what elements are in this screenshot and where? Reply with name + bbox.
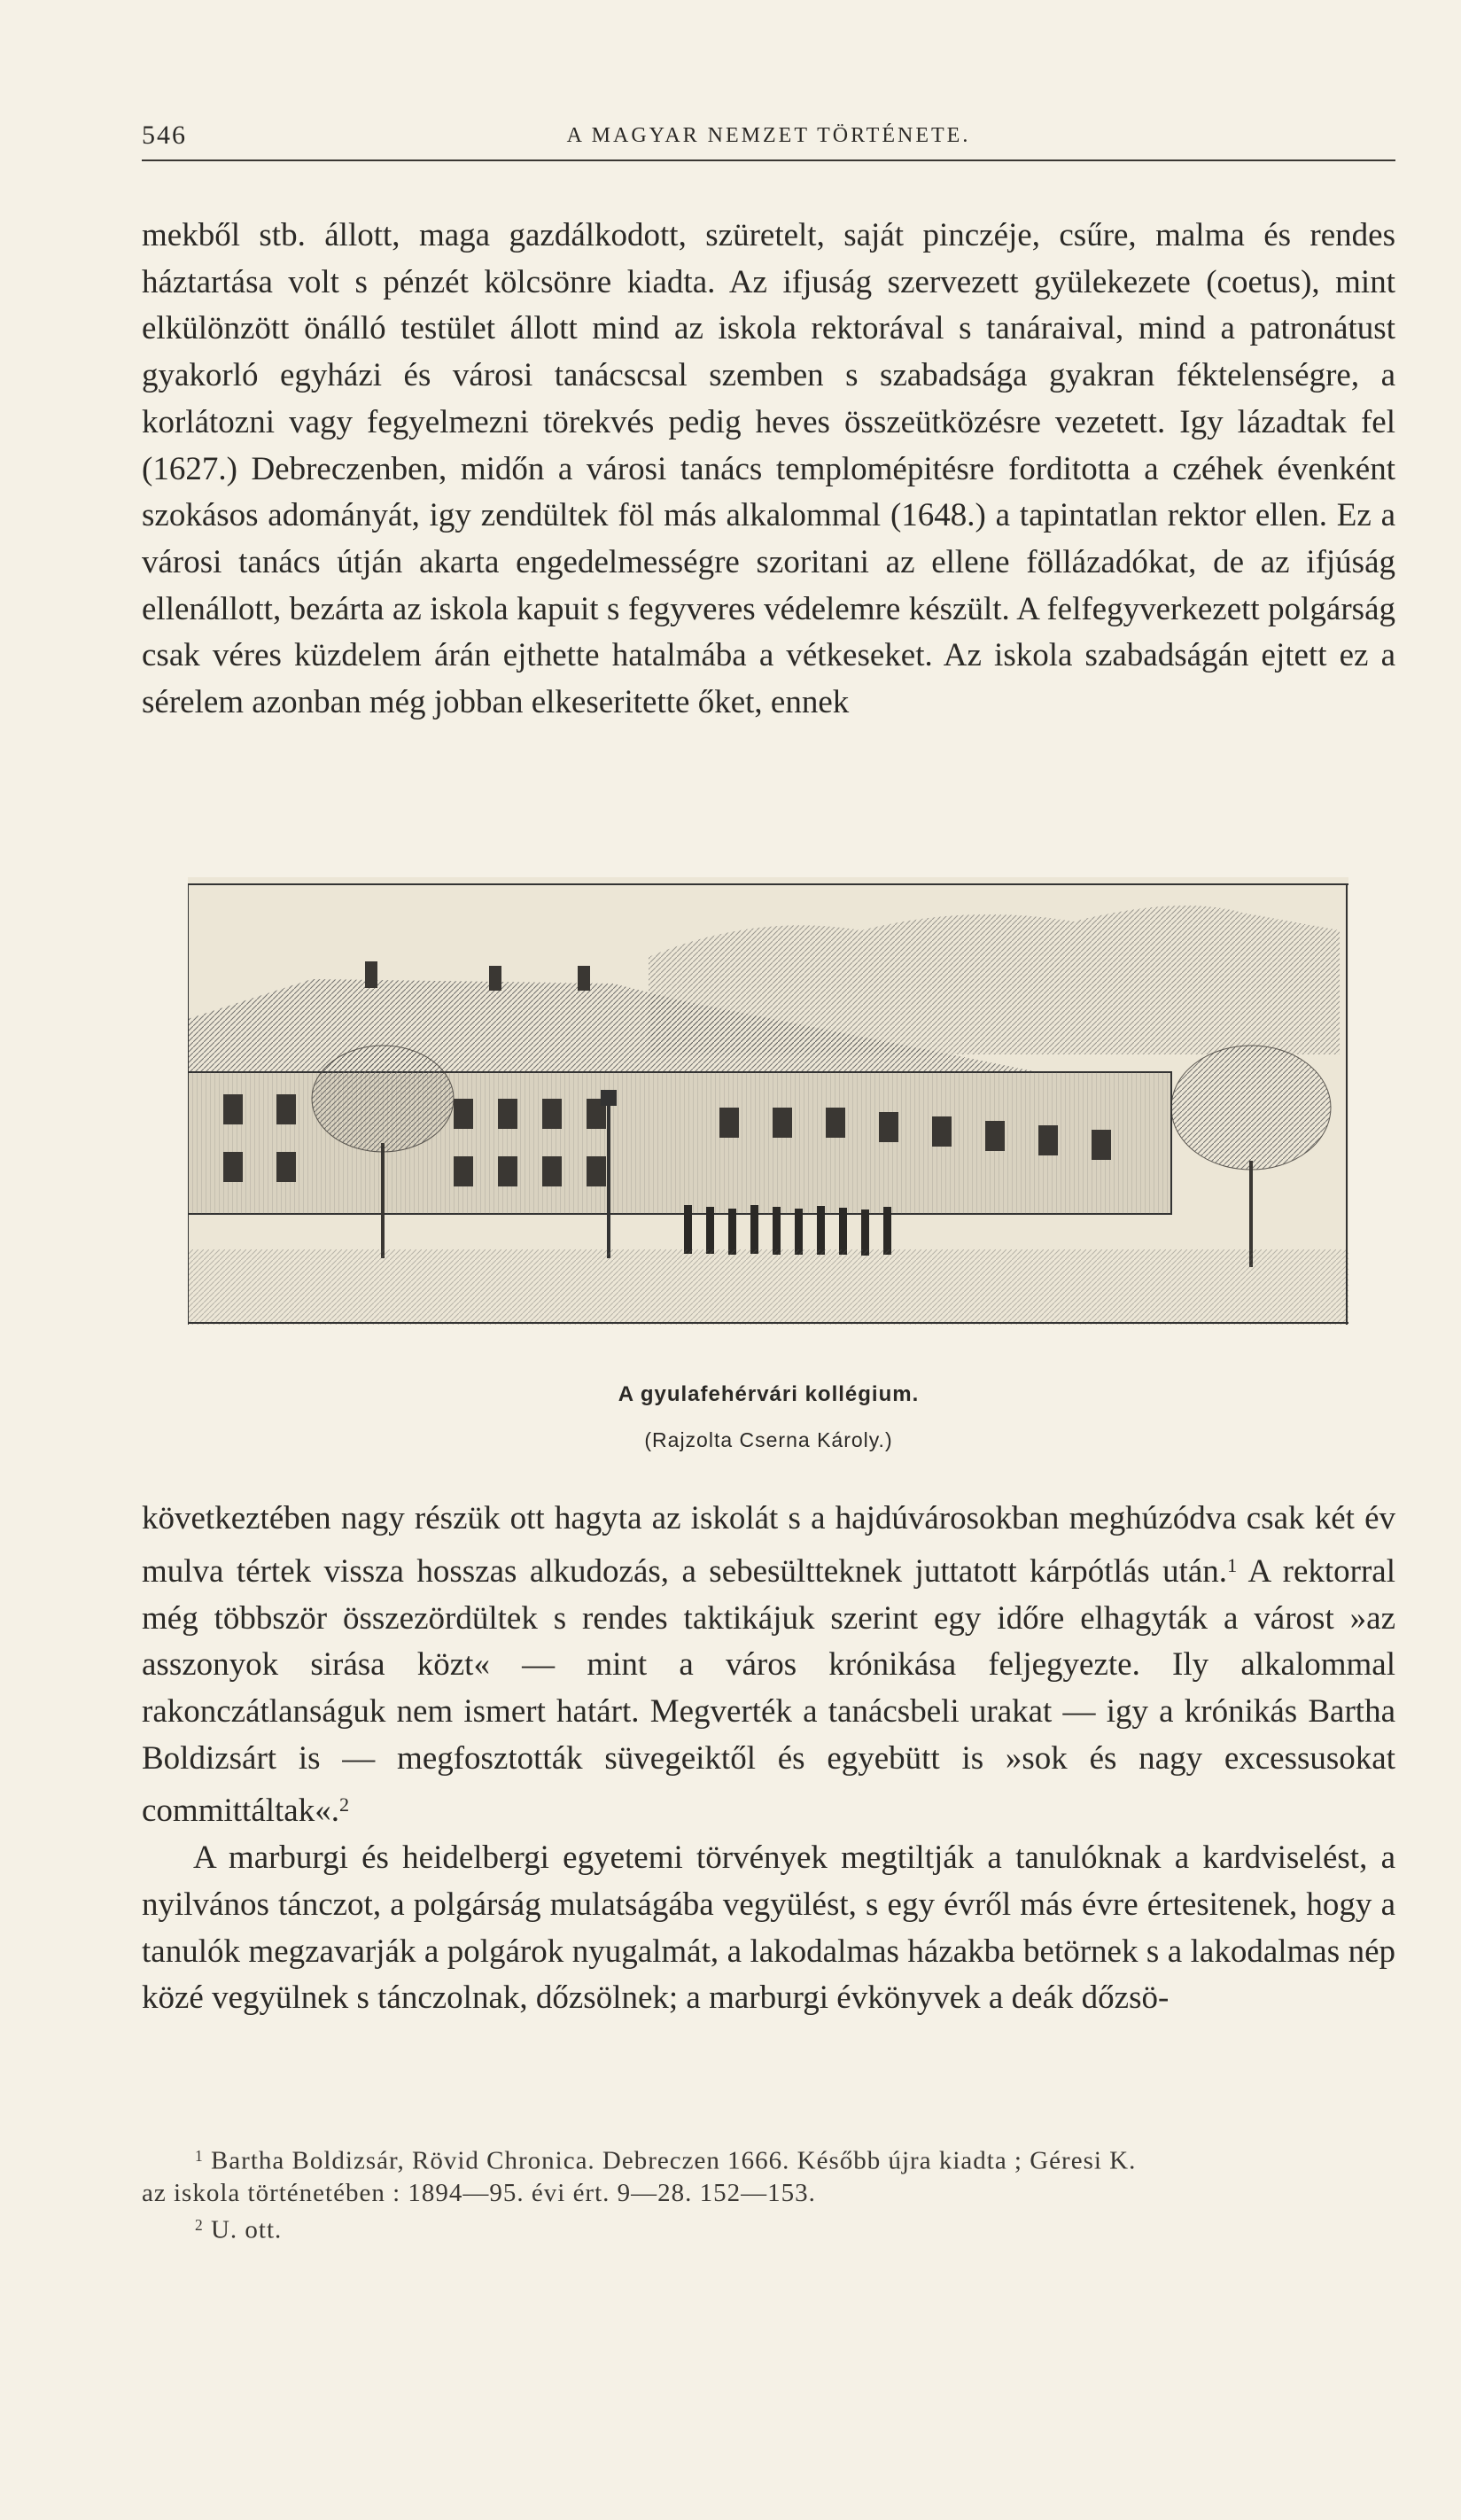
footnotes bbox=[142, 2140, 1395, 2245]
paragraph-text: A marburgi és heidelbergi egyetemi törvények megtiltják a tanulóknak a kardviselést, a nyilvános tánczot, a polgárság mulatságába vegyülést, s egy évről más évre értesitenek, hogy a tanulók megzavarják a polgárok nyugalmát, a lakodalmas házakba betörnek s a lakodalmas nép közé vegyülnek s tánczolnak, dőzsölnek; a marburgi évkönyvek a deák dőzsö- bbox=[142, 1839, 1395, 2017]
paragraph-text: következtében nagy részük ott hagyta az iskolát s a hajdúvárosokban meghúzódva csak két év mulva tértek vissza hosszas alkudozás, a sebesültteknek juttatott kárpótlás után. bbox=[142, 1500, 1395, 1590]
paragraph-text: A rektorral még többször összezördültek s rendes taktikájuk szerint egy időre elhagyták a várost »az asszonyok sirása közt« — mint a város krónikása feljegyezte. Ily alkalommal rakonczátlanságuk nem ismert határt. Megverték a tanácsbeli urakat — igy a krónikás Bartha Boldizsárt is — megfosztották süvegeiktől és egyebütt is »sok és nagy excessusokat committáltak«. bbox=[142, 1552, 1395, 1830]
footnote-ref: 1 bbox=[1227, 1553, 1238, 1576]
footnote-ref: 2 bbox=[338, 1793, 350, 1816]
footnote-marker: 2 bbox=[195, 2215, 204, 2234]
page-header bbox=[142, 115, 1395, 161]
paragraph bbox=[142, 1496, 1395, 1835]
figure-caption: A gyulafehérvári kollégium. bbox=[618, 1382, 920, 1406]
illustration-college-building bbox=[188, 877, 1348, 1325]
running-title: A MAGYAR NEMZET TÖRTÉNETE. bbox=[566, 124, 971, 147]
page-number: 546 bbox=[142, 121, 187, 150]
paragraph-text: mekből stb. állott, maga gazdálkodott, szüretelt, saját pinczéje, csűre, malma és rendes háztartása volt s pénzét kölcsönre kiadta. Az ifjuság szervezett gyülekezete (coetus), mint elkülönzött önálló testület állott mind az iskola rektorával s tanáraival, mind a patronátust gyakorló egyházi és városi tanácscsal szemben s szabadsága gyakran féktelenségre, a korlátozni vagy fegyelmezni törekvés pedig heves összeütközésre vezetett. Igy lázadtak fel (1627.) Debreczenben, midőn a városi tanács templomépitésre forditotta a czéhek évenként szokásos adományát, igy zendültek föl más alkalommal (1648.) a tapintatlan rektor ellen. Ez a városi tanács útján akarta engedelmességre szoritani az ellene föllázadókat, de az ifjúság ellenállott, bezárta az iskola kapuit s fegyveres védelemre készült. A felfegyverkezett polgárság csak véres küzdelem árán ejthette hatalmába a vétkeseket. Az iskola szabadságán ejtett ez a sérelem azonban még jobban elkeseritette őket, ennek bbox=[142, 217, 1395, 721]
footnote-text: U. ott. bbox=[210, 2215, 283, 2244]
footnote-text: Bartha Boldizsár, Rövid Chronica. Debreczen 1666. Később újra kiadta ; Géresi K. bbox=[210, 2146, 1137, 2175]
footnote-continuation: az iskola történetében : 1894—95. évi ért. 9—28. 152—153. bbox=[142, 2178, 816, 2207]
footnote-marker: 1 bbox=[195, 2147, 204, 2165]
footnote bbox=[142, 2140, 1395, 2177]
footnote bbox=[142, 2209, 1395, 2246]
figure-credit: (Rajzolta Cserna Károly.) bbox=[644, 1428, 893, 1451]
body-paragraph bbox=[142, 213, 1395, 727]
body-paragraphs bbox=[142, 1496, 1395, 2022]
